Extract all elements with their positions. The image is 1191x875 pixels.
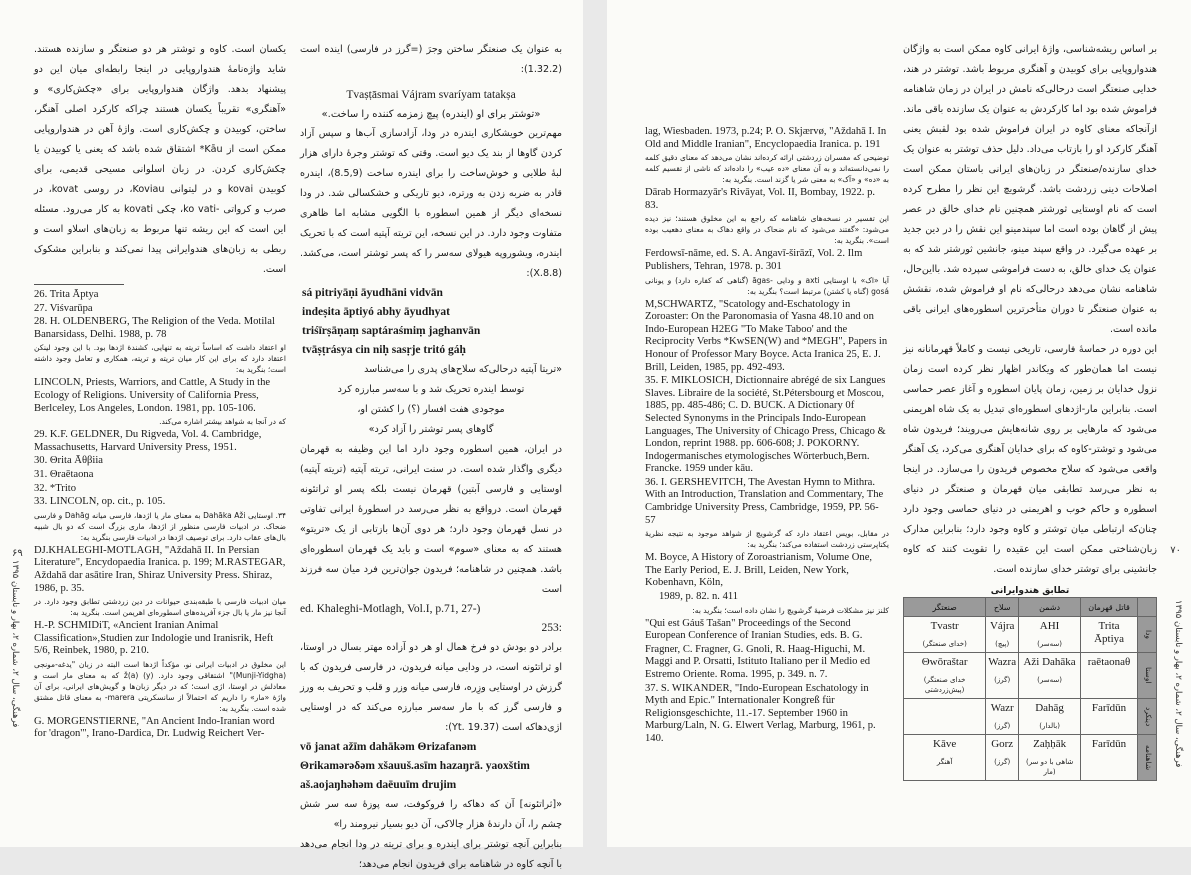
table-cell [904,735,986,781]
footnote-note: کلنز نیز مشکلات فرضیۀ گرشویچ را نشان داده است؛ بنگرید به: [692,605,889,615]
inline-reference: 253: [541,622,562,634]
footnote: LINCOLN, Priests, Warriors, and Cattle, A Study in the Ecology of Religions. University of California Press, Berlceley, Los Angeles, London. 1981, pp. 105-106. [34,377,271,414]
footnote-note: این تفسیر در نسخه‌های شاهنامه که راجع به این مخلوق هستند؛ نیز دیده می‌شود: «گفتند می‌شود که نام ضحاک در واقع دهاک به معنای دهعیب بوده است». بنگرید به: [645,214,889,246]
left-page-number: ۶۹ [12,548,23,559]
cell-term: Gorz [991,738,1014,750]
left-page-main-column [300,40,562,870]
row-header: شاهنامه [1138,735,1157,781]
table-cell [1019,617,1081,653]
paragraph: «[ثراتئونه] آن که دهاکه را فروکوفت، سه پوزۀ سه سر شش چشم را، آن دارندۀ هزار چالاکی، آن دیو بسیار نیرومند را» [300,799,562,830]
cell-gloss: (گرز) [994,758,1011,766]
cell-gloss: (شاهی با دو سر مار) [1025,758,1074,776]
table-cell [1019,699,1081,735]
footnote-note: که در آنجا به شواهد بیشتر اشاره می‌کند. [159,417,286,427]
footnote-note: او اعتقاد داشت که اساساً تریته به تنهایی، کشندۀ اژدها بود. با این وجود لینکن اعتقاد دارد که برای این کار میان تریته و تریته، همکاری و تعامل وجود داشته است؛ بنگرید به: [34,343,286,375]
cell-gloss: (خدای صنعتگر) [922,640,967,648]
table-cell [1081,699,1138,735]
vedic-verse-line: indeṣita āptiyó abhy āyudhyat [302,306,450,318]
footnote: 26. Trita Āptya [34,289,99,300]
paragraph: یکسان است. کاوه و توشتر هر دو صنعتگر و سازنده هستند. شاید واژه‌نامۀ هندواروپایی در اینجا رابطه‌ای میان این دو پیشنهاد بدهد. واژگان هندواروپایی برای «چکش‌کاری» و «آهنگری» تقریباً یکسان هستند چراکه کارکرد اصلی آهنگر، ساختن، کوبیدن و چکش‌کاری است. واژۀ آهن در هندواروپایی ممکن است از Kāu* اشتقاق شده باشد که یعنی یا کوبیدن یا چکش‌کاری کردن. در زبان اسلوانی مسیحی قدیمی، برای کوبیدن kovai و در لیتوانی Koviau، در روسی kovat، در صرب و کرواتی -ko vati، چکی kovati به کار می‌رود. مسئله این است که این ریشه تنها مربوط به زبان‌های اسلاو است و ربطی به زبان‌های هندوایرانی پیدا نمی‌کند و بنابراین مشکوک است. [34,44,286,275]
vedic-verse-line: tvāṣṭrásya cin niḥ sasṛje tritó gáḥ [302,344,466,356]
vedic-verse-line: triśīrṣāṇaṃ saptáraśmiṃ jaghanvān [302,325,481,337]
footnote: Ferdowsī-nāme, ed. S. A. Angavī-širāzī, Vol. 2. Ilm Publishers, Tehran, 1978. p. 301 [645,248,863,272]
footnote: 33. LINCOLN, op. cit., p. 105. [34,496,166,508]
left-page-footnote-column [34,40,286,830]
table-row [904,699,1157,735]
cell-term: Aži Dahāka [1023,656,1076,668]
verse-translation-line: توسط ایندره تحریک شد و با سه‌سر مبارزه کرد [337,384,525,395]
column-header: سلاح [986,598,1019,617]
footnote-divider [34,284,124,285]
column-header: صنعتگر [904,598,986,617]
table-cell [1081,735,1138,781]
cell-term: Farīdūn [1091,702,1127,714]
footnote: 28. H. OLDENBERG, The Religion of the Veda. Motilal Banarsidass, Delhi. 1988, p. 78 [34,316,275,340]
footnote: "Qui est Gáuš Tašan" Proceedings of the Second European Conference of Iranian Studies, eds. B. G. [645,617,863,642]
correspondence-table-block [903,586,1157,781]
left-page [0,0,583,870]
table-header-row [904,598,1157,617]
cell-gloss: آهنگر [936,758,953,766]
right-running-header: فرهنگی، سال ۲، شماره ۲، بهار و تابستان ۱۳۹۵ [1173,600,1183,768]
footnote: 32. *Trito [34,482,76,494]
cell-gloss: (خدای صنعتگر پیش‌زردشتی) [923,676,966,694]
table-cell [986,617,1019,653]
cell-term: Θwōraštar [921,656,968,668]
cell-term: Vájra [989,620,1015,632]
footnote: 1989, p. 82. n. 411 [659,591,739,603]
footnote: 30. Θrita Āθβiia [34,455,104,467]
footnote: Fragner, C. Fragner, G. Gnoli, R. Haag-Higuchi, M. Maggi and P. Orsatti, Istituto Italiano per il Medio ed Estremo Oriente. Roma. 1995, p. 349. n. 7. [645,643,871,680]
footnote-note: در مقابل، بویس اعتقاد دارد که گرشویچ از شواهد موجود به نتیجه نظریۀ یکتاپرستی زردشت استفاده می‌کند؛ بنگرید به: [645,529,889,550]
table-cell [904,617,986,653]
footnote: 27. Viśvarūpa [34,302,93,314]
cell-term: Tvastr [930,620,959,632]
right-page-number: ۷۰ [1170,545,1181,556]
footnote: Dārab Hormazyār's Rivāyat, Vol. II, Bombay, 1922. p. 83. [645,187,876,211]
table-cell [986,699,1019,735]
table-row [904,653,1157,699]
right-page-footnote-column [645,126,889,830]
footnote-note: ۳۴. اوستایی Dahāka Aži به معنای مار یا اژدها، فارسی میانه Dahāg و فارسی ضحاک. در ادبیات فارسی منظور از اژدها، ماری بزرگ است که دو بال شبیه بال‌های عقاب دارد. برای توصیف اژدها در ادبیات فارسی بنگرید به: [34,510,286,542]
footnote-note: توضیحی که مفسران زردشتی ارائه کرده‌اند نشان می‌دهد که معنای دقیق کلمه را نمی‌دانسته‌اند و به آن معنای «ده عیب» را داده‌اند که ناشی از تقسیم کلمه به «ده» و «آک» به معنی شر یا گزند است. بنگرید به: [645,153,889,185]
paragraph: این دوره در حماسۀ فارسی، تاریخی نیست و کاملاً قهرمانانه نیز نیست اما همان‌طور که ویکاندر اظهار نظر کرده است زمان نزول خدایان بر زمین، زمان پایان اسطوره و آغاز عصر حماسی است. بنابراین مار-اژدهای اسطوره‌ای تبدیل به یک شاه اهریمنی می‌شود که مارهایی بر روی شانه‌هایش می‌رویند؛ فریدون شاه می‌شود و توشتر-کاوه که برای خدایان آهنگری می‌کرد، یک آهنگر واقعی می‌شود که سلاح مخصوص فریدون را می‌سازد. در اینجا به نظر می‌رسد تطابقی میان قهرمان و صنعتگر در دنیای اسطوره و حاکم خوب و اهریمنی در دنیای حماسی وجود دارد چنان‌که ارتباطی میان توشتر و کاوه وجود دارد؛ بنابراین مدارک زبان‌شناختی ممکن است این عقیده را تقویت کنند که کاوه جانشینی برای توشتر خدای سازنده است. [903,344,1157,575]
avestan-verse-line: Θrikamərəδəm xšauuš.asīm hazaŋrā. yaoxštim [300,760,530,772]
paragraph: بر اساس ریشه‌شناسی، واژۀ ایرانی کاوه ممکن است به واژگان هندواروپایی برای کوبیدن و آهنگری مربوط باشد. توشتر در هند، خدایی صنعتگر است درحالی‌که نامش در ایران در زمان شاهنامه فراموش شده بود اما کارکردش به عنوان یک سازنده باقی ماند. ازآنجاکه معنای کاوه در ایران فراموش شده بود لقبش یعنی آهنگر کارکرد او را بازتاب می‌داد. دلیل حذف توشتر به عنوان یک خدای سازنده/صنعتگر در زبان‌های ایرانی باستان ممکن است اصلاحات دینی زردشت باشد. گرشویچ این نظر را مطرح کرده است که نام اوستایی ثورشتر همچنین نام خدای خالق در عصر پیش از گاهان بوده است اما سپندمینو این نقش را در دین جدید بر عهده می‌گیرد. در واقع سپند مینو، جانشین ثورشتر شد که به عنوان یک خدای خالق، به دست فراموشی سپرده شد. بااین‌حال، شاهنامه نشان می‌دهد درحالی‌که نام او فراموش شده، نقشش به عنوان صنعتگر تا دوران متأخرترین اسطوره‌های ایرانی باقی مانده است. [903,44,1157,335]
paragraph: مهم‌ترین خویشکاری ایندره در ودا، آزادسازی آب‌ها و سپس آزاد کردن گاوها از بند یک دیو است. وقتی که توشتر وجرۀ دارای هزار لبۀ طلایی و خوش‌ساخت را برای ایندره ساخت (8.5,9)، ایندره قادر به ضربه زدن به ورتره، دیو تاریکی و خشکسالی شد. در ودا نسخه‌ای دیگر از همین اسطوره با الگویی مشابه اما ظاهری متفاوت وجود دارد. در این نسخه، این تریته آپتیه است که با تحریک ایندره، ویشوروپه هیولای سه‌سر را که پسر توشتر است، می‌کشد. (8.8.X): [300,128,562,279]
footnote: 35. F. MIKLOSICH, Dictionnaire abrégé de six Langues Slaves. Libraire de la société, St.Pétersbourg et Moscou, 1885, pp. 485-486; C. D. BUCK. A Dictionary 0f Selected Synonyms in the Principals Indo-European Languages, The University of Chicago Press, Chicago & London, reprint 1988. pp. 606-608; J. POKORNY. Indogermanisches etymologisches Wörterbuch,Bern. Francke. 1959 under kāu. [645,375,886,475]
cell-term: AHI [1039,620,1060,632]
right-page [607,0,1191,847]
footnote: M. Boyce, A History of Zoroastrianism, Volume One, The Early Period, E. J. Brill, Leiden, New York, Kobenhavn, Köln, [645,552,873,589]
cell-gloss: (گرز) [994,722,1011,730]
row-header: اوستا [1138,653,1157,699]
table-cell [986,735,1019,781]
inline-reference: ed. Khaleghi-Motlagh, Vol.I, p.71, 27-) [300,603,481,615]
paragraph: به عنوان یک صنعتگر ساختن وجرَ (=گرز در فارسی) اینده است (1.32.2): [300,44,562,75]
cell-term: Zaḥḥāk [1033,738,1067,750]
table-cell [904,699,986,735]
table-cell [1081,653,1138,699]
footnote: M,SCHWARTZ, "Scatology and-Eschatology in Zoroaster: On the Paronomasia of Yasna 48.10 and on Indo-European H2EG "To Make Taboo' and the Reciprocity Verbs *KwSEN(W) and *MEGH", Papers in Honour of Professor Mary Boyce. Acta Iranica 25, E. J. Brill, Leiden, 1985, pp. 492-493. [645,298,888,373]
verse-translation-line: «تریتا آپتیه درحالی‌که سلاح‌های پدری را می‌شناسد [364,364,562,375]
cell-term: Wazr [990,702,1014,714]
table-row [904,617,1157,653]
footnote-note: میان ادبیات فارسی با طبقه‌بندی حیوانات در دین زردشتی تطابق وجود دارد. در آنجا نیز مار یا بال جزء آفریده‌های اسطوره‌ای اهریمن است. بنگرید به: [34,597,286,618]
footnote: G. MORGENSTIERNE, "An Ancient Indo-Iranian word for 'dragon'", Irano-Dardica, Dr. Ludwig Reichert Ver- [34,715,275,740]
right-page-main-column [903,40,1157,830]
cell-gloss: (بالدار) [1039,722,1060,730]
verse-translation-line: گاوهای پسر توشتر را آزاد کرد» [368,424,494,435]
cell-term: Farīdūn [1091,738,1127,750]
table-cell [986,653,1019,699]
footnote: H.-P. SCHMIDiT, «Ancient Iranian Animal Classification»,Studien zur Indologie und Iranisrik, Heft 5/6, Reinbek, 1980, p. 210. [34,620,274,657]
left-running-header: فرهنگی، سال ۲، شماره ۲، بهار و تابستان ۱۳۹۵ [10,560,20,728]
footnote: 36. I. GERSHEVITCH, The Avestan Hymn to Mithra. With an Introduction, Translation and Commentary, The Cambridge University Press, Cambridge, 1959, PP. 56-57 [645,476,884,526]
indo-iranian-correspondence-table [903,597,1157,781]
footnote-note: این مخلوق در ادبیات ایرانی نو، مؤکداً اژدها است البته در زبان "یدغه-مونجی (Munji-Yidgha)" اشتقاقی وجود دارد. (y) (a)ž که به معنای مار است و معادلش در اوستا، اژی است؛ که در دیگر زبان‌ها و گویش‌های ایرانی، برای آن واژۀ «مار» را داریم که احتمالاً از سانسکریتی marera- به معنای قاتل مشتق شده است. بنگرید به: [34,659,286,713]
cell-gloss: (گرز) [994,676,1011,684]
cell-term: raētaonaθ [1087,656,1131,668]
paragraph: برادر دو بودش دو فرخ همال او هر دو آزاده مهتر بسال در اوستا، او ثراتئونه است، در ودایی میانه فریدون، در فارسی فریدون که با گرزش در اوستایی وزِره، فارسی میانه وزر و قلب و تحریف به ورز و فارسی گرز که با مار سه‌سر مبارزه می‌کند که در اوستایی اژی‌دهاکه است (19.37 .Yt): [300,642,562,733]
vedic-verse-line: sá pitriyāṇi āyudhāni vidvān [302,287,443,299]
table-cell [904,653,986,699]
cell-term: Wazra [988,656,1017,668]
footnote: 37. S. WIKANDER, "Indo-European Eschatology in Myth and Epic." Internationaler Kongreß für Religionsgeschichte, 11.-17. September 1960 in Marburg/Laln, N. G. Elwert Verlag, Marburg, 1961, p. 140. [645,682,876,744]
table-cell [1019,735,1081,781]
table-cell [1081,617,1138,653]
paragraph: در ایران، همین اسطوره وجود دارد اما این وظیفه به قهرمان دیگری واگذار شده است. در سنت ایرانی، تریته آپتیه (تریته آپتیه) اوستایی و فارسی آبتین) قهرمان نیست بلکه پسر او ثراتئونه قهرمان است. درواقع به نظر می‌رسد در اسطورۀ ایرانی تفاوتی در نسل قهرمان وجود دارد؛ هر دوی آن‌ها بازتابی از یک «تریتو» هستند که به معنای «سوم» است و باید یک قهرمان اسطوره‌ای باشد. همچنین در شاهنامه؛ فریدون جوان‌ترین فرد میان سه فرزند است [300,444,562,595]
table-title: تطابق هندوایرانی [990,586,1070,596]
corner-cell [1138,598,1157,617]
row-header: ودا [1138,617,1157,653]
vedic-verse: Tvaṣṭāsmai Vájram svaríyam tatakṣa [346,89,516,101]
cell-term: Dahāg [1035,702,1064,714]
avestan-verse-line: aš.aojaŋhəhəm daēuuīm drujim [300,779,457,791]
cell-gloss: (پیچ) [995,640,1010,648]
footnote: 29. K.F. GELDNER, Du Rigveda, Vol. 4. Cambridge, Massachusetts, Harvard University Press, 1951. [34,429,262,453]
row-header: دینکرد [1138,699,1157,735]
avestan-verse-line: vō janat ažīm dahākəm Θrizafanəm [300,741,477,753]
footnote: DJ.KHALEGHI-MOTLAGH, "Aždahā II. In Persian Literature", Encydopaedia Iranica. p. 199; M.RASTEGAR, Aždahā dar asātire Iran, Shiraz University Press. Shiraz, 1986, p. 35. [34,544,286,594]
table-row [904,735,1157,781]
cell-term: Kāve [933,738,957,750]
verse-translation-line: موجودی هفت افسار (؟) را کشتن او، [357,404,505,415]
footnote-note: آیا «اک» با اوستایی axti و ودایی -āgas (گناهی که کفاره دارد) و یونانی gosá (گناه یا کشتن) مرتبط است؟ بنگرید به: [645,275,889,296]
table-cell [1019,653,1081,699]
cell-term: Trita Āptiya [1094,620,1125,645]
column-header: قاتل قهرمان [1081,598,1138,617]
cell-gloss: (سه‌سر) [1037,640,1062,648]
cell-gloss: (سه‌سر) [1037,676,1062,684]
verse-translation: «توشتر برای او (ایندره) پیچ زمزمه کننده را ساخت.» [321,109,541,120]
column-header: دشمن [1019,598,1081,617]
paragraph: بنابراین آنچه توشتر برای ایندره و برای تریته در ودا انجام می‌دهد با آنچه کاوه در شاهنامه برای فریدون انجام می‌دهد؛ [300,839,562,870]
footnote: lag, Wiesbaden. 1973, p.24; P. O. Skjærvø, "Aždahā I. In Old and Middle Iranian", Encyclopaedia Iranica. p. 191 [645,126,887,150]
footnote: 31. Θraētaona [34,468,94,480]
